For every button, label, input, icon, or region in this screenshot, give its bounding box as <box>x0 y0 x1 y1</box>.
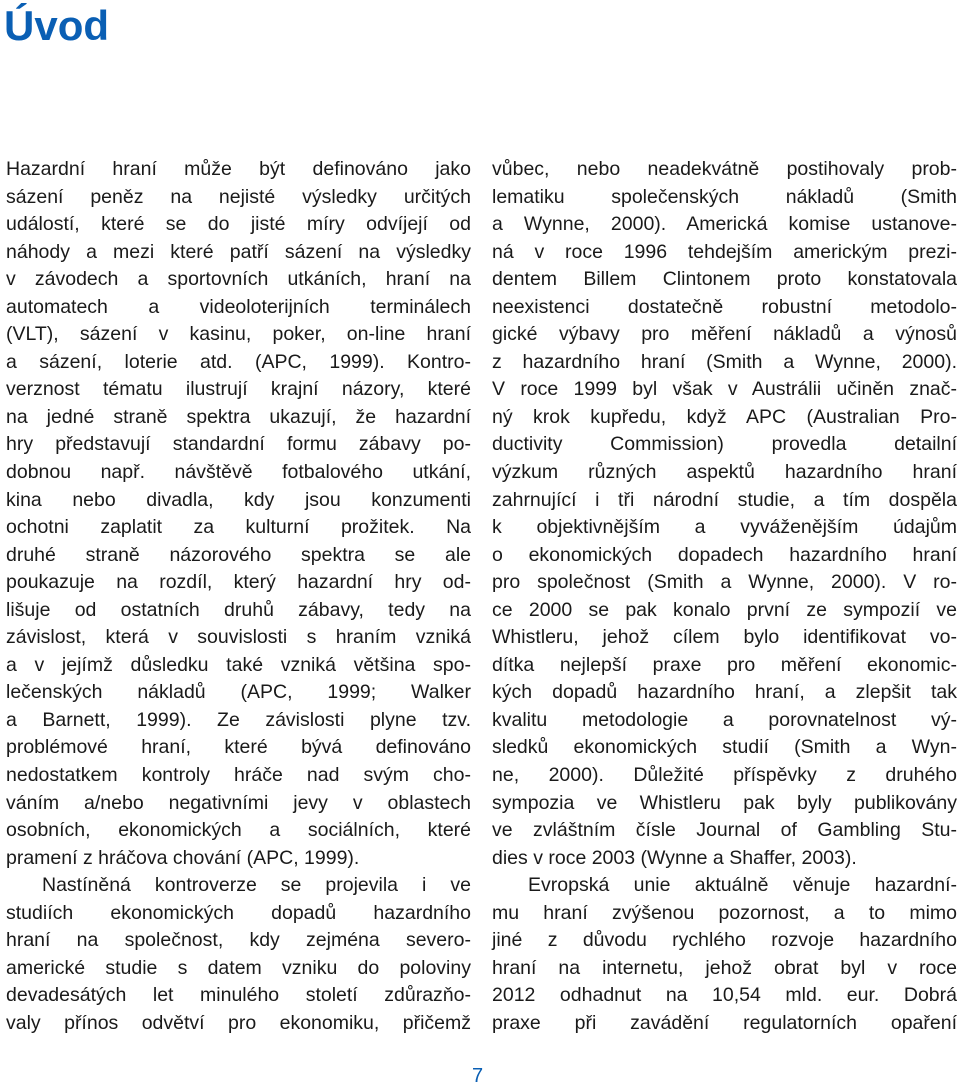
left-text-column <box>6 156 471 1038</box>
text-line: na jedné straně spektra ukazují, že hazardní <box>6 405 471 428</box>
text-line: ochotni zaplatit za kulturní prožitek. Na <box>6 516 471 539</box>
text-line: zahrnující i tři národní studie, a tím dospěla <box>492 488 957 511</box>
paragraph-start-line: Nastíněná kontroverze se projevila i ve <box>42 874 471 897</box>
text-line: kvalitu metodologie a porovnatelnost vý- <box>492 708 957 731</box>
text-line: a v jejímž důsledku také vzniká většina spo- <box>6 653 471 676</box>
text-line: k objektivnějším a vyváženějším údajům <box>492 516 957 539</box>
text-line: ne, 2000). Důležité příspěvky z druhého <box>492 764 957 787</box>
text-line: lišuje od ostatních druhů zábavy, tedy na <box>6 598 471 621</box>
text-line: problémové hraní, které bývá definováno <box>6 736 471 759</box>
text-line: (VLT), sázení v kasinu, poker, on-line hraní <box>6 323 471 346</box>
text-line: ve zvláštním čísle Journal of Gambling Stu- <box>492 819 957 842</box>
text-line: Hazardní hraní může být definováno jako <box>6 158 471 180</box>
text-line: Whistleru, jehož cílem bylo identifikovat vo- <box>492 626 957 649</box>
text-line: a Barnett, 1999). Ze závislosti plyne tzv. <box>6 708 471 731</box>
text-line: poukazuje na rozdíl, který hazardní hry od- <box>6 571 471 594</box>
text-line: 2012 odhadnut na 10,54 mld. eur. Dobrá <box>492 984 957 1007</box>
text-line: druhé straně názorového spektra se ale <box>6 543 471 566</box>
text-line: studiích ekonomických dopadů hazardního <box>6 901 471 924</box>
text-line: kých dopadů hazardního hraní, a zlepšit tak <box>492 681 957 704</box>
text-line: nedostatkem kontroly hráče nad svým cho- <box>6 764 471 787</box>
text-line: dobnou např. návštěvě fotbalového utkání, <box>6 461 471 484</box>
text-line: vůbec, nebo neadekvátně postihovaly prob- <box>492 158 957 180</box>
text-line: náhody a mezi které patří sázení na výsledky <box>6 240 471 263</box>
page-title: Úvod <box>4 2 109 49</box>
text-line: osobních, ekonomických a sociálních, které <box>6 819 471 842</box>
right-text-column <box>492 156 957 1038</box>
text-line: verznost tématu ilustrují krajní názory, které <box>6 378 471 401</box>
text-line: V roce 1999 byl však v Austrálii učiněn znač- <box>492 378 957 401</box>
text-line: devadesátých let minulého století zdůrazňo- <box>6 984 471 1007</box>
text-line: hraní na internetu, jehož obrat byl v roce <box>492 956 957 979</box>
text-line: a sázení, loterie atd. (APC, 1999). Kontro- <box>6 350 471 373</box>
text-line: závislost, která v souvislosti s hraním vzniká <box>6 626 471 649</box>
text-line: sledků ekonomických studií (Smith a Wyn- <box>492 736 957 759</box>
text-line: o ekonomických dopadech hazardního hraní <box>492 543 957 566</box>
text-line: hry představují standardní formu zábavy po- <box>6 433 471 456</box>
text-line: ný krok kupředu, když APC (Australian Pro- <box>492 405 957 428</box>
text-line: dentem Billem Clintonem proto konstatovala <box>492 268 957 291</box>
text-line: lematiku společenských nákladů (Smith <box>492 185 957 208</box>
text-line: dies v roce 2003 (Wynne a Shaffer, 2003). <box>492 846 857 869</box>
paragraph-start-line: Evropská unie aktuálně věnuje hazardní- <box>528 874 957 897</box>
text-line: dítka nejlepší praxe pro měření ekonomic- <box>492 653 957 676</box>
text-line: ce 2000 se pak konalo první ze sympozií ve <box>492 598 957 621</box>
text-line: praxe při zavádění regulatorních opaření <box>492 1011 957 1034</box>
text-line: sázení peněz na nejisté výsledky určitých <box>6 185 471 208</box>
text-line: sympozia ve Whistleru pak byly publikovány <box>492 791 957 814</box>
text-line: výzkum různých aspektů hazardního hraní <box>492 461 957 484</box>
text-line: váním a/nebo negativními jevy v oblastech <box>6 791 471 814</box>
text-line: jiné z důvodu rychlého rozvoje hazardního <box>492 929 957 952</box>
text-line: z hazardního hraní (Smith a Wynne, 2000). <box>492 350 957 373</box>
text-line: lečenských nákladů (APC, 1999; Walker <box>6 681 471 704</box>
text-line: neexistenci dostatečně robustní metodolo- <box>492 295 957 318</box>
page-number: 7 <box>472 1065 484 1087</box>
text-line: pramení z hráčova chování (APC, 1999). <box>6 846 360 869</box>
text-line: valy přínos odvětví pro ekonomiku, přičemž <box>6 1011 471 1034</box>
text-line: automatech a videoloterijních terminálech <box>6 295 471 318</box>
text-line: americké studie s datem vzniku do poloviny <box>6 956 471 979</box>
text-line: ductivity Commission) provedla detailní <box>492 433 957 456</box>
text-line: ná v roce 1996 tehdejším americkým prezi- <box>492 240 957 263</box>
text-line: událostí, které se do jisté míry odvíjejí od <box>6 213 471 236</box>
text-line: v závodech a sportovních utkáních, hraní na <box>6 268 471 291</box>
text-line: kina nebo divadla, kdy jsou konzumenti <box>6 488 471 511</box>
text-line: mu hraní zvýšenou pozornost, a to mimo <box>492 901 957 924</box>
text-line: pro společnost (Smith a Wynne, 2000). V ro- <box>492 571 957 594</box>
text-line: gické výbavy pro měření nákladů a výnosů <box>492 323 957 346</box>
text-line: hraní na společnost, kdy zejména severo- <box>6 929 471 952</box>
text-line: a Wynne, 2000). Americká komise ustanove- <box>492 213 957 236</box>
